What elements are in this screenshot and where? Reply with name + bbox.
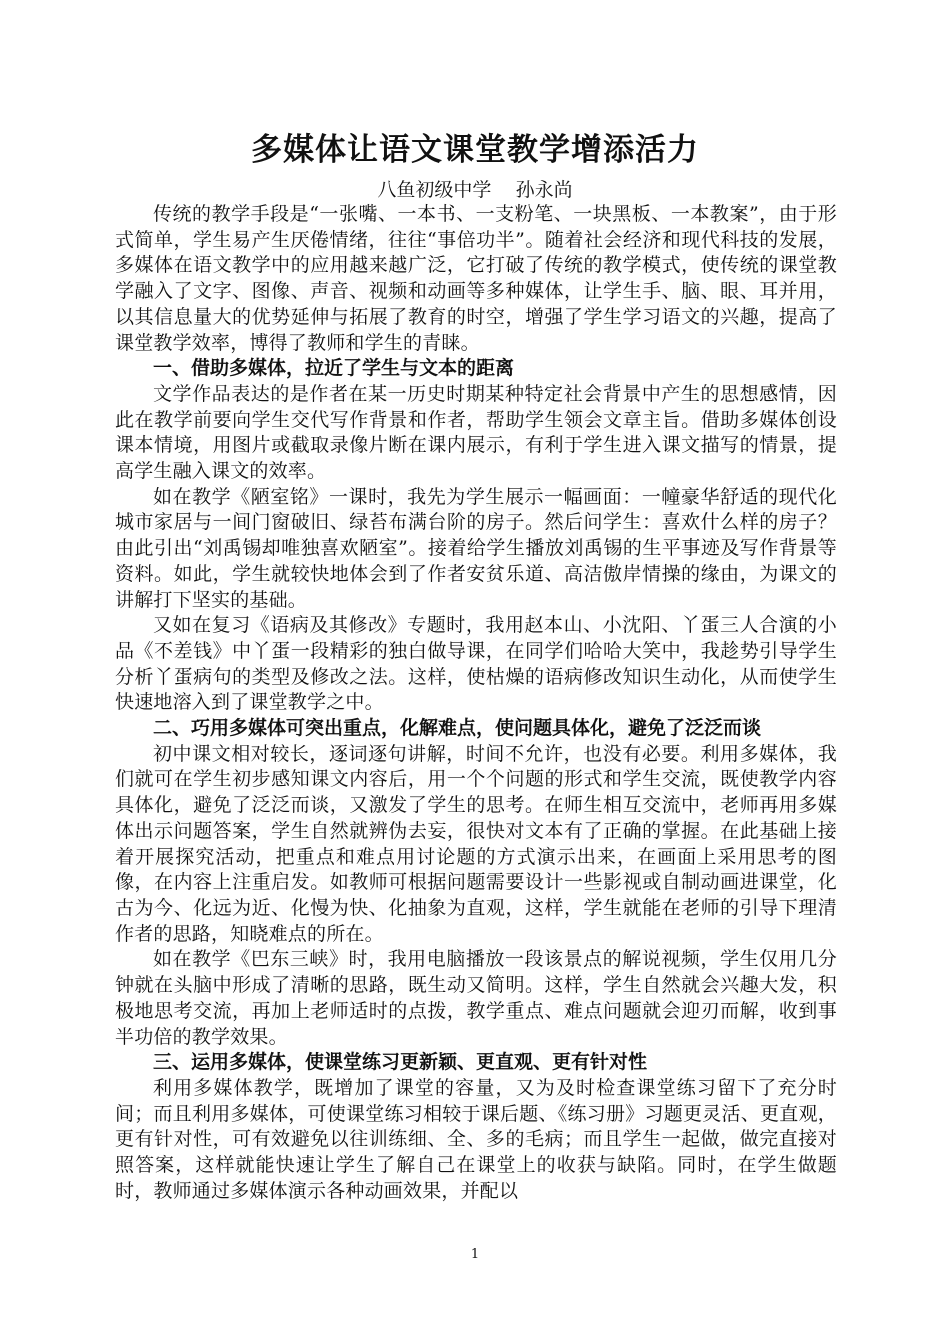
section1-paragraph: 如在教学《陋室铭》一课时，我先为学生展示一幅画面：一幢豪华舒适的现代化城市家居与一间门窗破旧、绿苔布满台阶的房子。然后问学生：喜欢什么样的房子？由此引出“刘禹锡却唯独喜欢陋室”。接着给学生播放刘禹锡的生平事迹及写作背景等资料。如此，学生就较快地体会到了作者安贫乐道、高洁傲岸情操的缘由，为课文的讲解打下坚实的基础。 bbox=[115, 485, 837, 611]
section2-paragraph: 初中课文相对较长，逐词逐句讲解，时间不允许，也没有必要。利用多媒体，我们就可在学生初步感知课文内容后，用一个个问题的形式和学生交流，既使教学内容具体化，避免了泛泛而谈，又激发了学生的思考。在师生相互交流中，老师再用多媒体出示问题答案，学生自然就辨伪去妄，很快对文本有了正确的掌握。在此基础上接着开展探究活动，把重点和难点用讨论题的方式演示出来，在画面上采用思考的图像，在内容上注重启发。如教师可根据问题需要设计一些影视或自制动画进课堂，化古为今、化远为近、化慢为快、化抽象为直观，这样，学生就能在老师的引导下理清作者的思路，知晓难点的所在。 bbox=[115, 742, 837, 945]
section1-paragraph: 又如在复习《语病及其修改》专题时，我用赵本山、小沈阳、丫蛋三人合演的小品《不差钱》中丫蛋一段精彩的独白做导课，在同学们哈哈大笑中，我趁势引导学生分析丫蛋病句的类型及修改之法。这样，使枯燥的语病修改知识生动化，从而使学生快速地溶入到了课堂教学之中。 bbox=[115, 614, 837, 714]
section-heading-1: 一、借助多媒体，拉近了学生与文本的距离 bbox=[153, 357, 515, 380]
section3-paragraph: 利用多媒体教学，既增加了课堂的容量，又为及时检查课堂练习留下了充分时间；而且利用多媒体，可使课堂练习相较于课后题、《练习册》习题更灵活、更直观，更有针对性，可有效避免以往训练细、全、多的毛病；而且学生一起做，做完直接对照答案，这样就能快速让学生了解自己在课堂上的收获与缺陷。同时，在学生做题时，教师通过多媒体演示各种动画效果，并配以 bbox=[115, 1076, 837, 1202]
section-heading-2: 二、巧用多媒体可突出重点，化解难点，使问题具体化，避免了泛泛而谈 bbox=[153, 717, 762, 740]
section2-paragraph: 如在教学《巴东三峡》时，我用电脑播放一段该景点的解说视频，学生仅用几分钟就在头脑中形成了清晰的思路，既生动又简明。这样，学生自然就会兴趣大发，积极地思考交流，再加上老师适时的点拨，教学重点、难点问题就会迎刃而解，收到事半功倍的教学效果。 bbox=[115, 948, 837, 1048]
section1-paragraph: 文学作品表达的是作者在某一历史时期某种特定社会背景中产生的思想感情，因此在教学前要向学生交代写作背景和作者，帮助学生领会文章主旨。借助多媒体创设课本情境，用图片或截取录像片断在课内展示，有利于学生进入课文描写的情景，提高学生融入课文的效率。 bbox=[115, 382, 837, 483]
author-byline: 八鱼初级中学 孙永尚 bbox=[377, 179, 573, 201]
page-number: 1 bbox=[470, 1247, 480, 1262]
document-body bbox=[115, 202, 837, 1204]
section-heading-3: 三、运用多媒体，使课堂练习更新颖、更直观、更有针对性 bbox=[153, 1051, 648, 1074]
document-title: 多媒体让语文课堂教学增添活力 bbox=[251, 132, 699, 168]
intro-paragraph: 传统的教学手段是“一张嘴、一本书、一支粉笔、一块黑板、一本教案”，由于形式简单，学生易产生厌倦情绪，往往“事倍功半”。随着社会经济和现代科技的发展，多媒体在语文教学中的应用越来越广泛，它打破了传统的教学模式，使传统的课堂教学融入了文字、图像、声音、视频和动画等多种媒体，让学生手、脑、眼、耳并用，以其信息量大的优势延伸与拓展了教育的时空，增强了学生学习语文的兴趣，提高了课堂教学效率，博得了教师和学生的青睐。 bbox=[115, 203, 837, 354]
